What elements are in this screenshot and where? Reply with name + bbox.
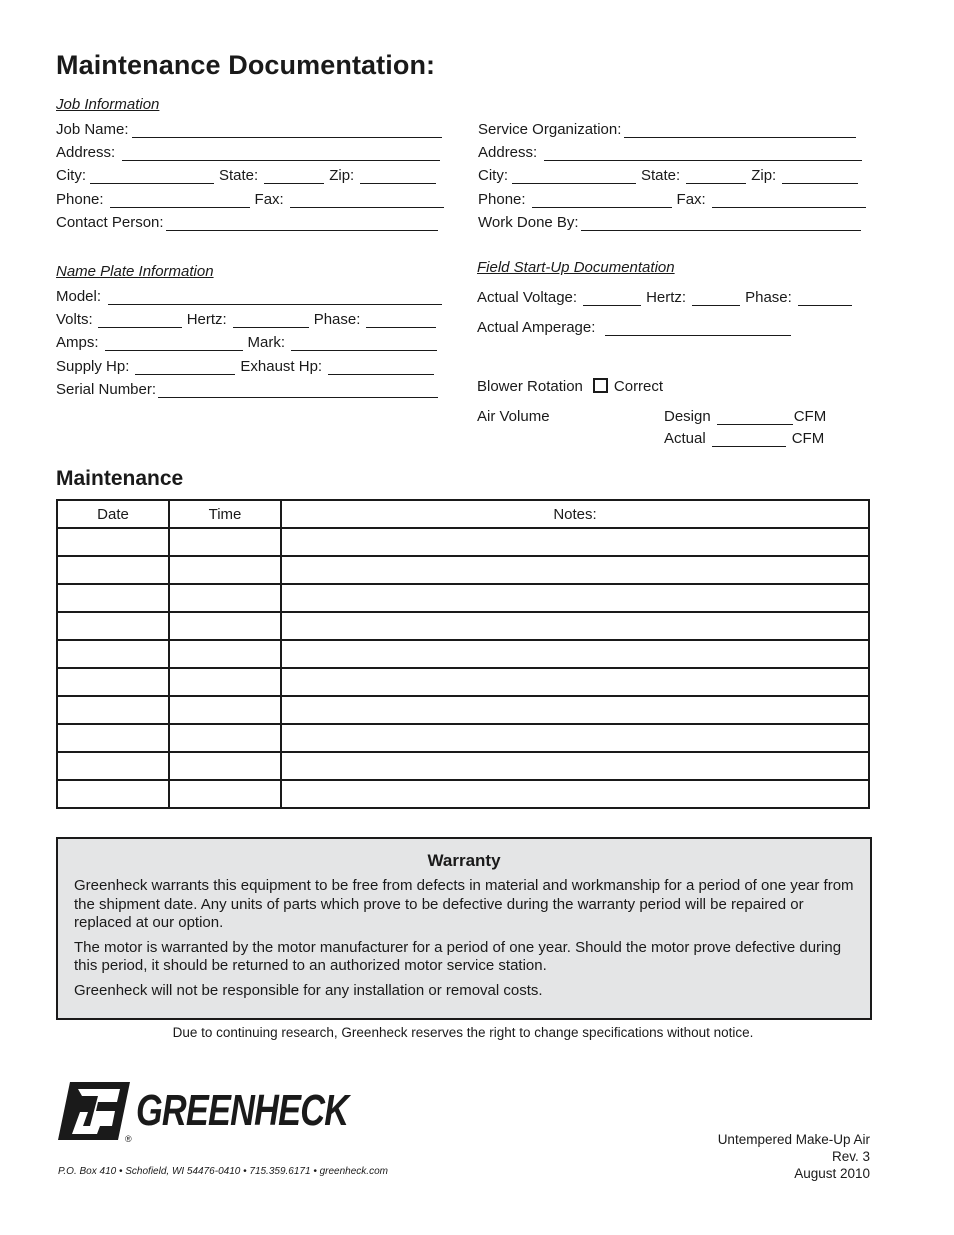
amps-row — [56, 331, 437, 351]
service-city-field[interactable] — [512, 168, 636, 184]
job-name-label: Job Name: — [56, 121, 129, 138]
field-startup-heading: Field Start-Up Documentation — [477, 259, 675, 276]
registered-mark: ® — [125, 1134, 132, 1144]
date-cell[interactable] — [57, 640, 169, 668]
disclaimer: Due to continuing research, Greenheck reserves the right to change specifications without notice. — [172, 1025, 754, 1040]
service-org-row — [478, 118, 856, 138]
service-address-field[interactable] — [544, 145, 862, 161]
actual-cfm-label: CFM — [791, 430, 825, 447]
job-fax-label: Fax: — [254, 191, 284, 208]
warranty-box — [56, 837, 872, 1020]
service-address-label: Address: — [478, 144, 538, 161]
notes-cell[interactable] — [281, 612, 869, 640]
table-row — [57, 528, 869, 556]
date-cell[interactable] — [57, 528, 169, 556]
service-workdone-label: Work Done By: — [478, 214, 579, 231]
correct-label: Correct — [613, 378, 664, 395]
job-zip-field[interactable] — [360, 168, 436, 184]
job-city-field[interactable] — [90, 168, 214, 184]
notes-cell[interactable] — [281, 640, 869, 668]
job-name-row — [56, 118, 442, 138]
time-cell[interactable] — [169, 752, 281, 780]
supply-hp-field[interactable] — [135, 359, 235, 375]
notes-cell[interactable] — [281, 724, 869, 752]
job-info-heading: Job Information — [56, 96, 160, 113]
job-state-field[interactable] — [264, 168, 324, 184]
actual-field[interactable] — [712, 431, 786, 447]
service-address-row — [478, 141, 862, 161]
mark-field[interactable] — [291, 335, 437, 351]
revision-date: August 2010 — [794, 1166, 870, 1181]
job-address-row — [56, 141, 440, 161]
notes-cell[interactable] — [281, 752, 869, 780]
voltage-field[interactable] — [583, 290, 641, 306]
job-address-label: Address: — [56, 144, 116, 161]
actual-label: Actual — [664, 430, 706, 447]
exhaust-hp-label: Exhaust Hp: — [240, 358, 323, 375]
job-name-field[interactable] — [132, 122, 442, 138]
supply-hp-label: Supply Hp: — [56, 358, 130, 375]
model-label: Model: — [56, 288, 102, 305]
serial-field[interactable] — [158, 382, 438, 398]
blower-row — [477, 375, 663, 395]
time-cell[interactable] — [169, 724, 281, 752]
warranty-paragraph-3: Greenheck will not be responsible for any installation or removal costs. — [74, 981, 543, 999]
warranty-paragraph-2: The motor is warranted by the motor manufacturer for a period of one year. Should the motor prove defective during this period, it should be returned to an authorized motor service station. — [74, 938, 842, 974]
table-row — [57, 696, 869, 724]
warranty-paragraph-1: Greenheck warrants this equipment to be free from defects in material and workmanship for a period of one year from the shipment date. Any units of parts which prove to be defective during the warranty period will be repaired or replaced at our option. — [74, 877, 854, 931]
air-volume-label: Air Volume — [477, 408, 550, 425]
name-plate-heading: Name Plate Information — [56, 263, 214, 280]
amps-field[interactable] — [105, 335, 243, 351]
hp-row — [56, 355, 434, 375]
service-zip-field[interactable] — [782, 168, 858, 184]
np-hertz-field[interactable] — [233, 312, 309, 328]
amperage-row — [477, 316, 791, 336]
column-header-notes: Notes: — [281, 500, 869, 528]
table-row — [57, 556, 869, 584]
table-row — [57, 584, 869, 612]
job-phone-label: Phone: — [56, 191, 104, 208]
job-contact-field[interactable] — [166, 215, 438, 231]
blower-label: Blower Rotation — [477, 378, 583, 395]
date-cell[interactable] — [57, 724, 169, 752]
design-cfm-label: CFM — [793, 408, 827, 425]
job-state-label: State: — [219, 167, 259, 184]
time-cell[interactable] — [169, 584, 281, 612]
fs-hertz-field[interactable] — [692, 290, 740, 306]
table-row — [57, 612, 869, 640]
service-phone-field[interactable] — [532, 192, 672, 208]
service-city-row — [478, 164, 858, 184]
exhaust-hp-field[interactable] — [328, 359, 434, 375]
company-address: P.O. Box 410 • Schofield, WI 54476-0410 • 715.359.6171 • greenheck.com — [58, 1166, 388, 1177]
warranty-heading: Warranty — [427, 851, 501, 870]
fs-phase-label: Phase: — [745, 289, 792, 306]
service-state-field[interactable] — [686, 168, 746, 184]
np-phase-field[interactable] — [366, 312, 436, 328]
amperage-label: Actual Amperage: — [477, 319, 596, 336]
table-row — [57, 752, 869, 780]
np-phase-label: Phase: — [313, 311, 361, 328]
service-fax-label: Fax: — [676, 191, 706, 208]
model-field[interactable] — [108, 289, 442, 305]
service-fax-field[interactable] — [712, 192, 866, 208]
date-cell[interactable] — [57, 612, 169, 640]
amps-label: Amps: — [56, 334, 99, 351]
fs-phase-field[interactable] — [798, 290, 852, 306]
time-cell[interactable] — [169, 556, 281, 584]
table-row — [57, 724, 869, 752]
date-cell[interactable] — [57, 752, 169, 780]
service-state-label: State: — [641, 167, 681, 184]
brand-wordmark: GREENHECK — [136, 1086, 349, 1135]
time-cell[interactable] — [169, 668, 281, 696]
revision-block — [718, 1131, 870, 1182]
air-volume-row — [477, 405, 550, 425]
correct-checkbox[interactable] — [593, 378, 608, 393]
service-workdone-row — [478, 211, 861, 231]
date-cell[interactable] — [57, 584, 169, 612]
column-header-date: Date — [57, 500, 169, 528]
job-city-label: City: — [56, 167, 86, 184]
revision-number: Rev. 3 — [831, 1149, 870, 1164]
table-header-row — [57, 500, 869, 528]
table-row — [57, 780, 869, 808]
job-city-row — [56, 164, 436, 184]
notes-cell[interactable] — [281, 528, 869, 556]
time-cell[interactable] — [169, 780, 281, 808]
amperage-field[interactable] — [605, 320, 791, 336]
volts-field[interactable] — [98, 312, 182, 328]
service-zip-label: Zip: — [751, 167, 777, 184]
time-cell[interactable] — [169, 640, 281, 668]
page-title: Maintenance Documentation: — [56, 50, 436, 80]
notes-cell[interactable] — [281, 780, 869, 808]
maintenance-heading: Maintenance — [56, 467, 184, 490]
date-cell[interactable] — [57, 780, 169, 808]
time-cell[interactable] — [169, 696, 281, 724]
fs-hertz-label: Hertz: — [646, 289, 687, 306]
np-hertz-label: Hertz: — [186, 311, 227, 328]
maintenance-table — [56, 499, 870, 809]
serial-label: Serial Number: — [56, 381, 157, 398]
notes-cell[interactable] — [281, 556, 869, 584]
job-phone-row — [56, 188, 444, 208]
service-phone-label: Phone: — [478, 191, 526, 208]
mark-label: Mark: — [247, 334, 286, 351]
notes-cell[interactable] — [281, 696, 869, 724]
job-zip-label: Zip: — [329, 167, 355, 184]
design-field[interactable] — [717, 409, 793, 425]
design-label: Design — [664, 408, 711, 425]
service-org-field[interactable] — [624, 122, 856, 138]
column-header-time: Time — [169, 500, 281, 528]
table-row — [57, 640, 869, 668]
volts-row — [56, 308, 436, 328]
date-cell[interactable] — [57, 668, 169, 696]
job-contact-row — [56, 211, 438, 231]
model-row — [56, 285, 442, 305]
job-contact-label: Contact Person: — [56, 214, 164, 231]
date-cell[interactable] — [57, 556, 169, 584]
design-row — [664, 405, 826, 425]
service-phone-row — [478, 188, 866, 208]
service-city-label: City: — [478, 167, 508, 184]
job-fax-field[interactable] — [290, 192, 444, 208]
document-name: Untempered Make-Up Air — [717, 1132, 870, 1147]
notes-cell[interactable] — [281, 584, 869, 612]
time-cell[interactable] — [169, 528, 281, 556]
date-cell[interactable] — [57, 696, 169, 724]
serial-row — [56, 378, 438, 398]
job-phone-field[interactable] — [110, 192, 250, 208]
actual-row — [664, 427, 824, 447]
service-org-label: Service Organization: — [478, 121, 622, 138]
greenheck-logo-icon — [58, 1080, 132, 1142]
time-cell[interactable] — [169, 612, 281, 640]
volts-label: Volts: — [56, 311, 93, 328]
voltage-label: Actual Voltage: — [477, 289, 578, 306]
service-workdone-field[interactable] — [581, 215, 861, 231]
voltage-row — [477, 286, 852, 306]
job-address-field[interactable] — [122, 145, 440, 161]
table-row — [57, 668, 869, 696]
notes-cell[interactable] — [281, 668, 869, 696]
